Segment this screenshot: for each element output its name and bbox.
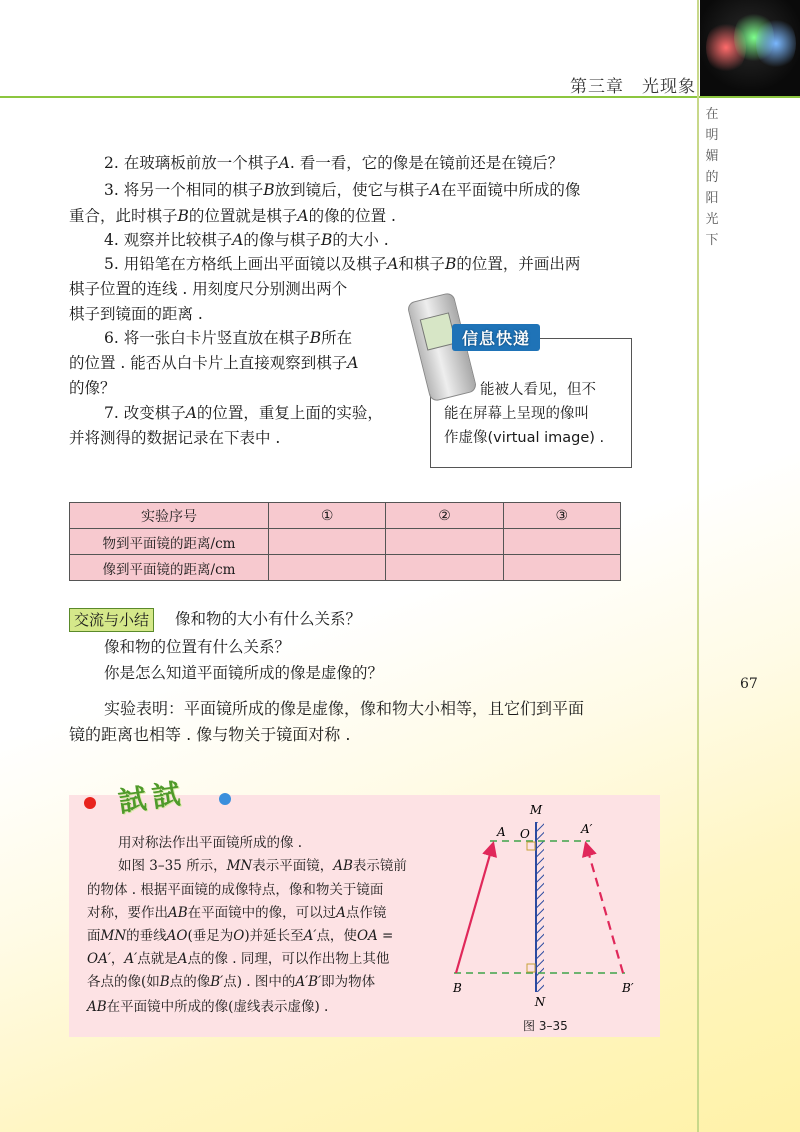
margin-rule bbox=[697, 0, 699, 1132]
label-b-prime: B′ bbox=[622, 981, 634, 995]
info-box-text: 能被人看见，但不 能在屏幕上呈现的像叫 作虚像(virtual image) . bbox=[444, 382, 605, 446]
corner-photo bbox=[700, 0, 800, 96]
exercise-line-4: 对称，要作出AB在平面镜中的像，可以过A点作镜 bbox=[87, 905, 387, 921]
exercise-line-3: 的物体 . 根据平面镜的成像特点，像和物关于镜面 bbox=[87, 882, 384, 898]
step-6-line-1: 6. 将一张白卡片竖直放在棋子B所在 bbox=[104, 329, 353, 347]
table-row bbox=[70, 555, 621, 581]
info-box-title: 信息快递 bbox=[452, 324, 540, 351]
image-arrow-a-prime-b-prime bbox=[586, 844, 623, 973]
table-header-cell: ① bbox=[269, 503, 386, 529]
label-a: A bbox=[497, 825, 506, 839]
step-3-continued: 重合，此时棋子B的位置就是棋子A的像的位置 . bbox=[69, 207, 396, 225]
step-6-line-2: 的位置 . 能否从白卡片上直接观察到棋子A bbox=[69, 354, 359, 372]
exercise-line-7: 各点的像(如B点的像B′点) . 图中的A′B′即为物体 bbox=[87, 974, 376, 990]
side-section-title: 在明媚的阳光下 bbox=[705, 107, 719, 248]
header-band bbox=[0, 0, 695, 54]
table-cell bbox=[386, 529, 503, 555]
page-number: 67 bbox=[740, 676, 758, 692]
right-angle-mark bbox=[527, 964, 535, 972]
step-3: 3. 将另一个相同的棋子B放到镜后，使它与棋子A在平面镜中所成的像 bbox=[104, 181, 581, 199]
label-a-prime: A′ bbox=[581, 822, 593, 836]
step-4: 4. 观察并比较棋子A的像与棋子B的大小 . bbox=[104, 231, 389, 249]
table-row-label: 物到平面镜的距离/cm bbox=[70, 529, 269, 555]
step-5-line-2: 棋子位置的连线 . 用刻度尺分别测出两个 bbox=[69, 280, 348, 298]
exchange-summary-badge: 交流与小结 bbox=[69, 608, 154, 632]
label-b: B bbox=[453, 981, 462, 995]
question-virtual: 你是怎么知道平面镜所成的像是虚像的？ bbox=[104, 664, 384, 682]
table-header-cell: ② bbox=[386, 503, 503, 529]
step-6-line-3: 的像？ bbox=[69, 379, 116, 397]
step-2: 2. 在玻璃板前放一个棋子A. 看一看，它的像是在镜前还是在镜后？ bbox=[104, 154, 564, 172]
conclusion-line-2: 镜的距离也相等 . 像与物关于镜面对称 . bbox=[69, 725, 351, 744]
conclusion-line-1: 实验表明：平面镜所成的像是虚像，像和物大小相等，且它们到平面 bbox=[104, 699, 585, 718]
right-angle-mark bbox=[527, 842, 535, 850]
exercise-line-1: 用对称法作出平面镜所成的像 . bbox=[118, 835, 303, 851]
label-o: O bbox=[520, 827, 530, 841]
exercise-title: 試試 bbox=[116, 776, 189, 819]
step-5: 5. 用铅笔在方格纸上画出平面镜以及棋子A和棋子B的位置，并画出两 bbox=[104, 255, 581, 273]
object-arrow-ab bbox=[456, 844, 493, 973]
label-m: M bbox=[529, 803, 543, 817]
red-dot-icon bbox=[84, 797, 96, 809]
figure-caption: 图 3–35 bbox=[523, 1019, 568, 1033]
blue-dot-icon bbox=[219, 793, 231, 805]
table-cell bbox=[503, 529, 620, 555]
step-7-line-2: 并将测得的数据记录在下表中 . bbox=[69, 429, 281, 447]
data-table bbox=[69, 502, 621, 581]
chapter-title: 第三章 光现象 bbox=[570, 77, 696, 97]
step-7-line-1: 7. 改变棋子A的位置，重复上面的实验， bbox=[104, 404, 383, 422]
table-cell bbox=[269, 555, 386, 581]
table-row-label: 像到平面镜的距离/cm bbox=[70, 555, 269, 581]
question-position: 像和物的位置有什么关系？ bbox=[104, 638, 291, 656]
question-size: 像和物的大小有什么关系？ bbox=[175, 610, 362, 628]
exercise-line-8: AB在平面镜中所成的像(虚线表示虚像) . bbox=[87, 999, 329, 1015]
step-5-line-3: 棋子到镜面的距离 . bbox=[69, 305, 203, 323]
exercise-line-5: 面MN的垂线AO(垂足为O)并延长至A′点，使OA = bbox=[87, 928, 394, 944]
table-header-row bbox=[70, 503, 621, 529]
mirror-diagram bbox=[440, 800, 650, 1015]
table-header-cell: 实验序号 bbox=[70, 503, 269, 529]
table-cell bbox=[269, 529, 386, 555]
exercise-line-2: 如图 3–35 所示，MN表示平面镜，AB表示镜前 bbox=[118, 858, 407, 874]
mirror-hatch bbox=[536, 822, 544, 992]
label-n: N bbox=[534, 995, 546, 1009]
exercise-line-6: OA′，A′点就是A点的像 . 同理，可以作出物上其他 bbox=[87, 951, 390, 967]
table-cell bbox=[386, 555, 503, 581]
table-cell bbox=[503, 555, 620, 581]
table-row bbox=[70, 529, 621, 555]
table-header-cell: ③ bbox=[503, 503, 620, 529]
